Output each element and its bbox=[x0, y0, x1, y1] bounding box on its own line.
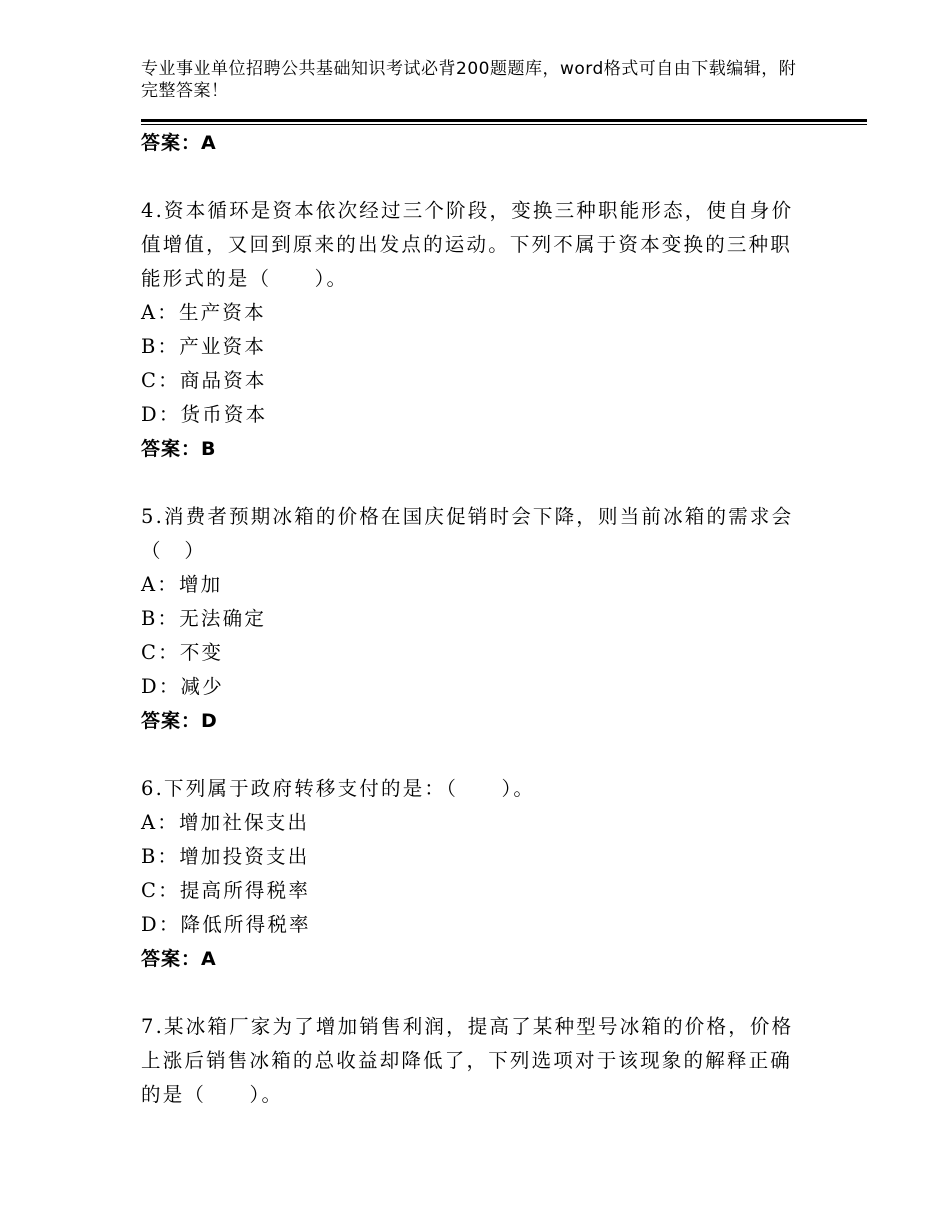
document-header: 专业事业单位招聘公共基础知识考试必背200题题库，word格式可自由下载编辑，附完整答案！ bbox=[141, 59, 797, 101]
option-d: D：减少 bbox=[141, 675, 224, 698]
question-block-5 bbox=[141, 500, 801, 738]
header-rule-thick bbox=[141, 119, 867, 122]
option-b: B：无法确定 bbox=[141, 607, 267, 630]
option-c: C：提高所得税率 bbox=[141, 879, 311, 902]
option-b: B：产业资本 bbox=[141, 335, 267, 358]
answer-label: 答案：A bbox=[141, 132, 217, 154]
option-a: A：增加 bbox=[141, 573, 223, 596]
question-block-7 bbox=[141, 1010, 801, 1112]
option-c: C：商品资本 bbox=[141, 369, 267, 392]
question-stem: 5.消费者预期冰箱的价格在国庆促销时会下降，则当前冰箱的需求会（ ） bbox=[141, 505, 794, 562]
answer-label: 答案：B bbox=[141, 438, 217, 460]
option-a: A：生产资本 bbox=[141, 301, 266, 324]
option-a: A：增加社保支出 bbox=[141, 811, 310, 834]
option-d: D：货币资本 bbox=[141, 403, 268, 426]
question-list bbox=[141, 126, 801, 1112]
header-rule-thin bbox=[141, 124, 867, 125]
option-b: B：增加投资支出 bbox=[141, 845, 310, 868]
answer-label: 答案：D bbox=[141, 710, 218, 732]
question-stem: 4.资本循环是资本依次经过三个阶段，变换三种职能形态，使自身价值增值，又回到原来的出发点的运动。下列不属于资本变换的三种职能形式的是（ ）。 bbox=[141, 199, 794, 290]
option-d: D：降低所得税率 bbox=[141, 913, 311, 936]
question-block-4 bbox=[141, 194, 801, 466]
question-stem: 7.某冰箱厂家为了增加销售利润，提高了某种型号冰箱的价格，价格上涨后销售冰箱的总收益却降低了，下列选项对于该现象的解释正确的是（ ）。 bbox=[141, 1015, 794, 1106]
answer-label: 答案：A bbox=[141, 948, 217, 970]
option-c: C：不变 bbox=[141, 641, 224, 664]
question-stem: 6.下列属于政府转移支付的是：（ ）。 bbox=[141, 777, 536, 800]
question-block-6 bbox=[141, 772, 801, 976]
